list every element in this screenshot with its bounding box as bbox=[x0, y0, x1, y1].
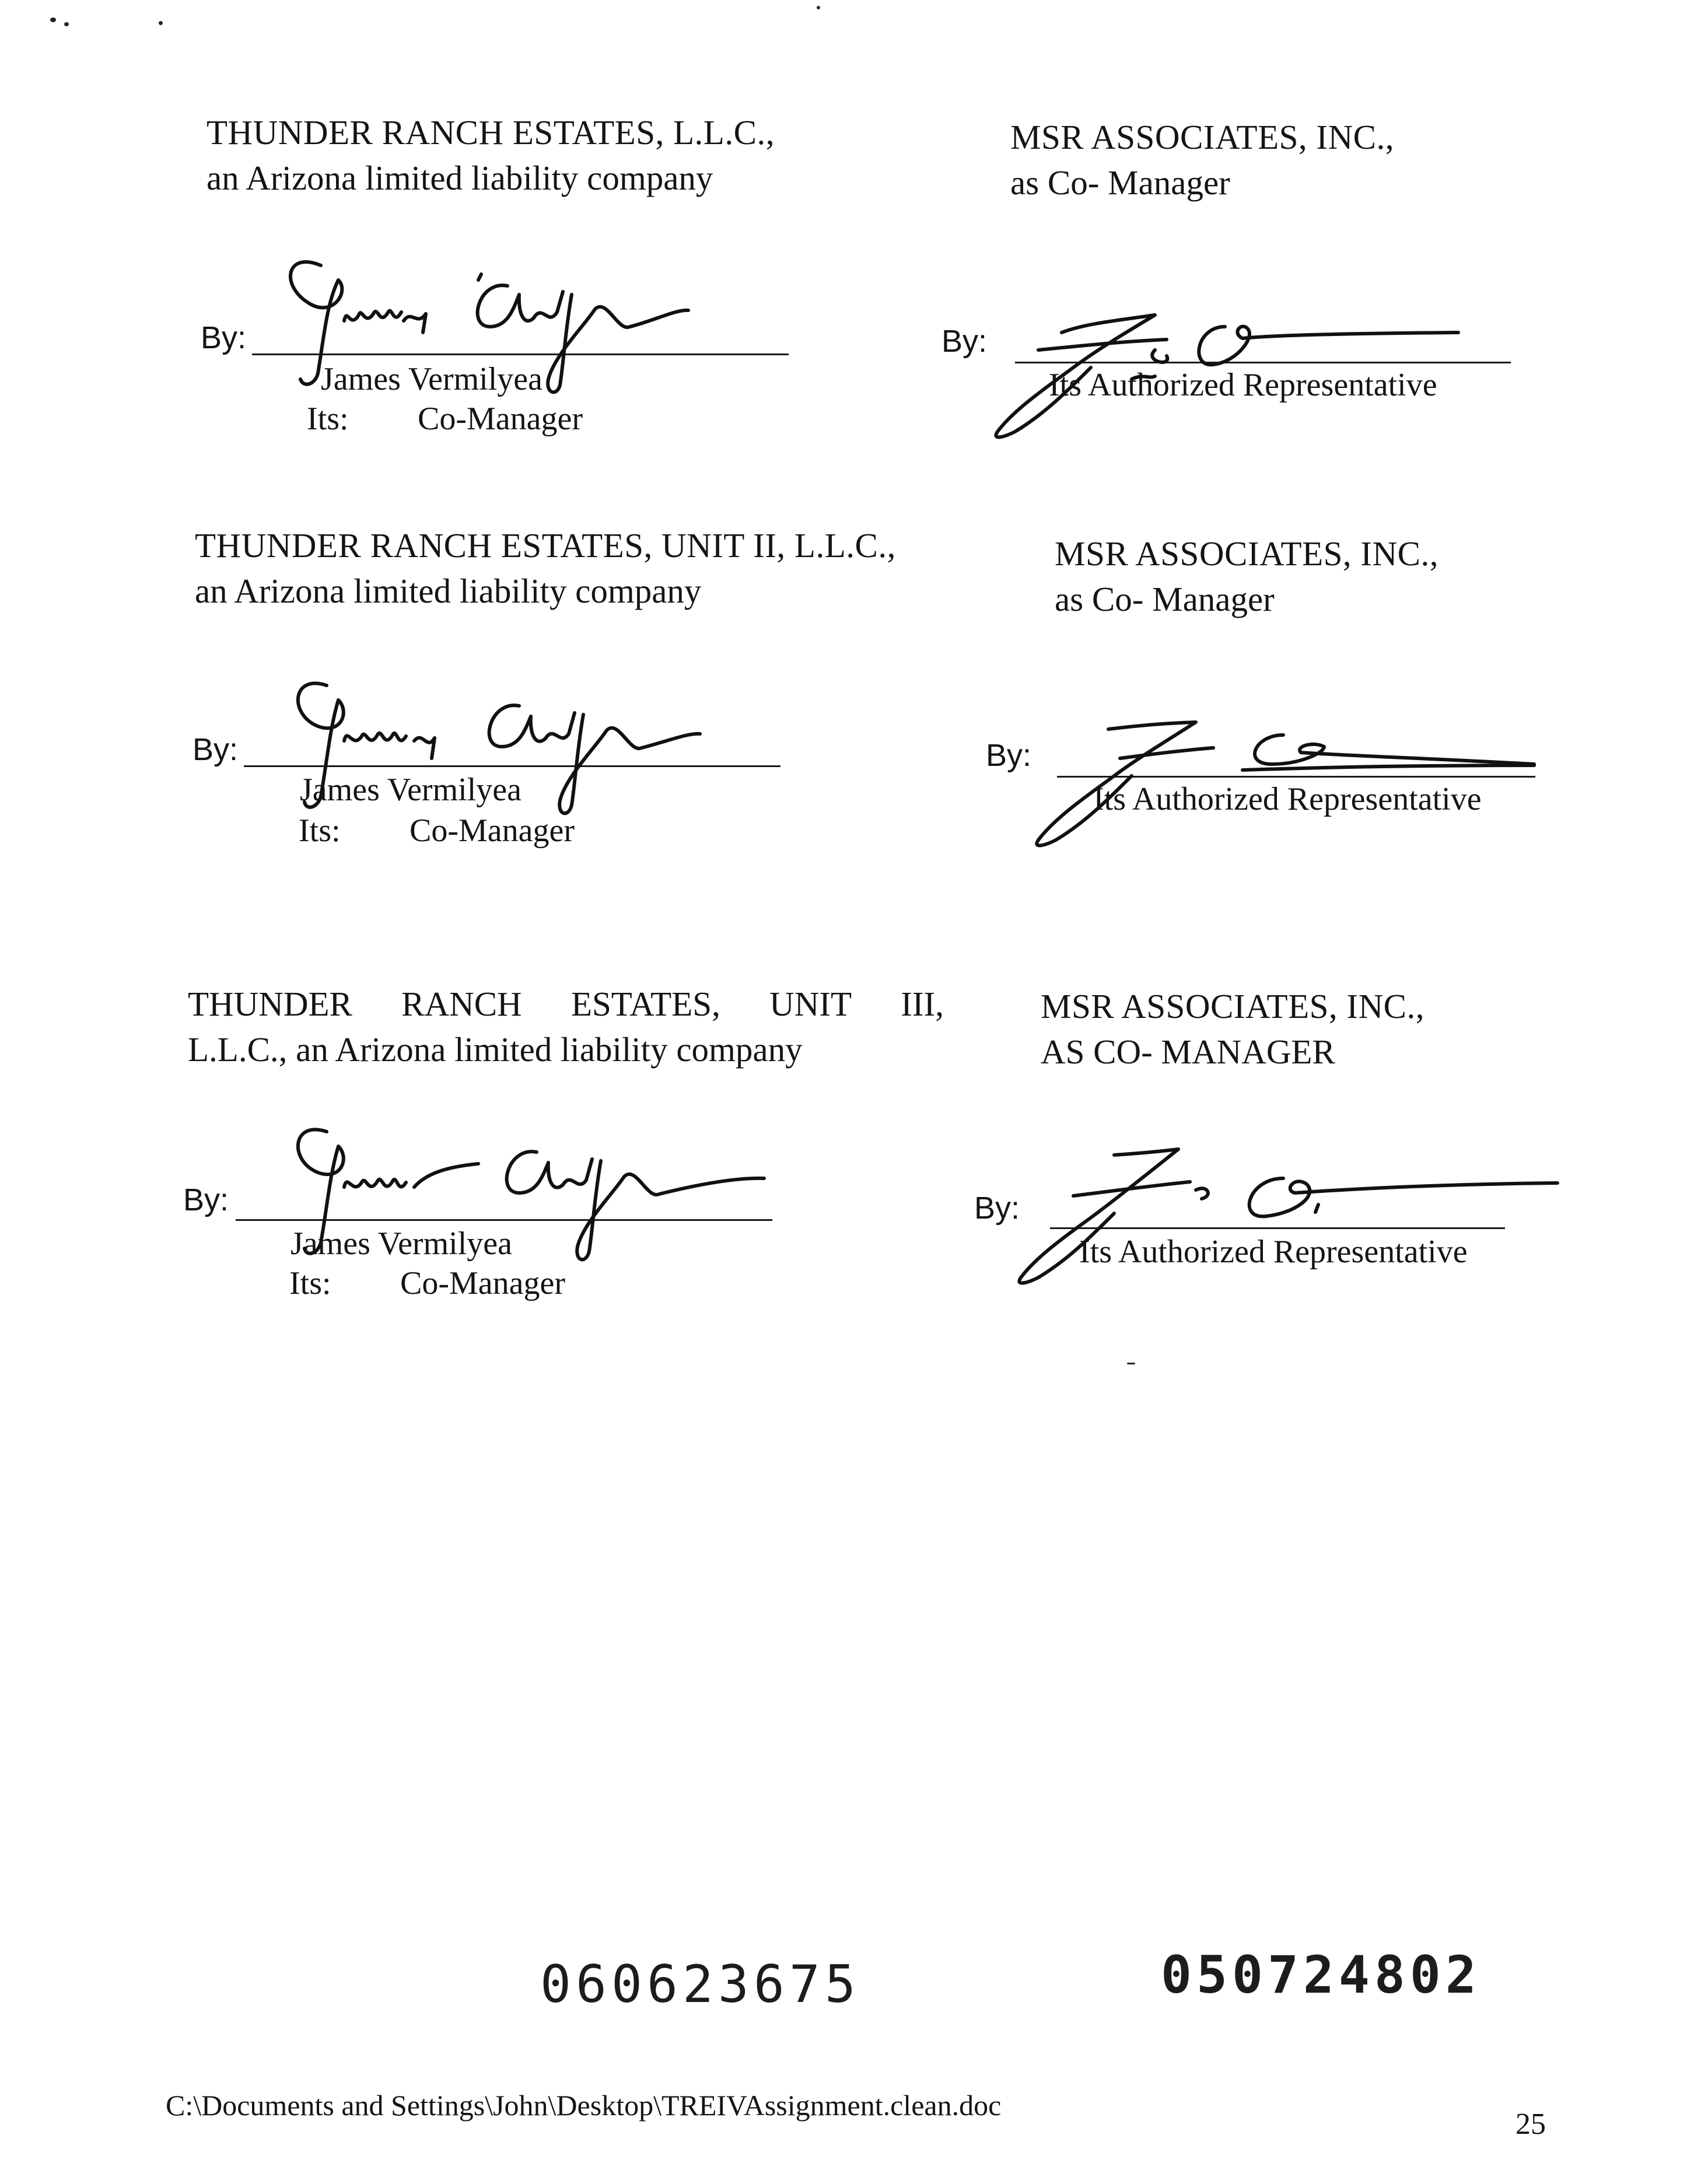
company-name-word: RANCH bbox=[401, 985, 522, 1023]
company-description: an Arizona limited liability company bbox=[206, 159, 713, 197]
left-party-block-1 bbox=[206, 110, 775, 201]
left-party-block-3 bbox=[188, 981, 944, 1072]
scan-speck bbox=[50, 18, 56, 22]
company-name-word: UNIT bbox=[769, 985, 852, 1023]
by-label: By: bbox=[183, 1182, 229, 1217]
its-value: Co-Manager bbox=[410, 813, 575, 849]
scan-speck bbox=[64, 22, 69, 26]
signature-authorized-representative bbox=[1003, 1143, 1563, 1295]
by-label: By: bbox=[201, 320, 247, 355]
document-stamp-number-right: 050724802 bbox=[1161, 1945, 1481, 2005]
its-row bbox=[299, 812, 575, 849]
scan-speck bbox=[1127, 1363, 1135, 1364]
scan-speck bbox=[817, 6, 820, 9]
company-name: MSR ASSOCIATES, INC., bbox=[1010, 118, 1395, 156]
company-name: THUNDER RANCH ESTATES, L.L.C., bbox=[206, 113, 775, 152]
footer-file-path: C:\Documents and Settings\John\Desktop\TREIVAssignment.clean.doc bbox=[166, 2089, 1002, 2122]
company-name: MSR ASSOCIATES, INC., bbox=[1055, 534, 1439, 573]
right-party-block-3 bbox=[1041, 984, 1424, 1074]
its-value: Co-Manager bbox=[400, 1265, 566, 1301]
page-number: 25 bbox=[1516, 2108, 1546, 2141]
company-name-line bbox=[188, 981, 944, 1027]
scan-speck bbox=[159, 21, 163, 25]
right-party-block-1 bbox=[1010, 114, 1394, 205]
signer-name: James Vermilyea bbox=[321, 361, 542, 397]
its-label: Its: bbox=[307, 401, 349, 437]
company-name: THUNDER RANCH ESTATES, UNIT II, L.L.C., bbox=[195, 526, 896, 565]
by-label: By: bbox=[974, 1191, 1020, 1226]
by-label: By: bbox=[192, 732, 239, 767]
signer-name: James Vermilyea bbox=[290, 1226, 512, 1262]
company-description: an Arizona limited liability company bbox=[195, 572, 702, 610]
company-description: AS CO- MANAGER bbox=[1041, 1032, 1335, 1071]
company-name: MSR ASSOCIATES, INC., bbox=[1041, 987, 1425, 1026]
right-party-block-2 bbox=[1055, 531, 1438, 622]
by-label: By: bbox=[986, 738, 1032, 773]
representative-title: Its Authorized Representative bbox=[1093, 781, 1482, 817]
company-name-word: III, bbox=[901, 985, 944, 1023]
its-label: Its: bbox=[289, 1265, 331, 1301]
representative-title: Its Authorized Representative bbox=[1049, 367, 1437, 403]
representative-title: Its Authorized Representative bbox=[1079, 1234, 1468, 1270]
company-name-word: THUNDER bbox=[188, 985, 352, 1023]
its-label: Its: bbox=[299, 813, 341, 849]
company-description: L.L.C., an Arizona limited liability company bbox=[188, 1030, 803, 1069]
document-stamp-number-left: 060623675 bbox=[540, 1954, 860, 2014]
its-row bbox=[289, 1265, 566, 1302]
company-description: as Co- Manager bbox=[1010, 163, 1230, 202]
company-name-word: ESTATES, bbox=[570, 985, 720, 1023]
signer-name: James Vermilyea bbox=[300, 772, 522, 808]
by-label: By: bbox=[942, 324, 988, 359]
left-party-block-2 bbox=[195, 523, 896, 614]
company-description: as Co- Manager bbox=[1055, 580, 1275, 618]
its-row bbox=[307, 400, 583, 438]
its-value: Co-Manager bbox=[418, 401, 583, 437]
